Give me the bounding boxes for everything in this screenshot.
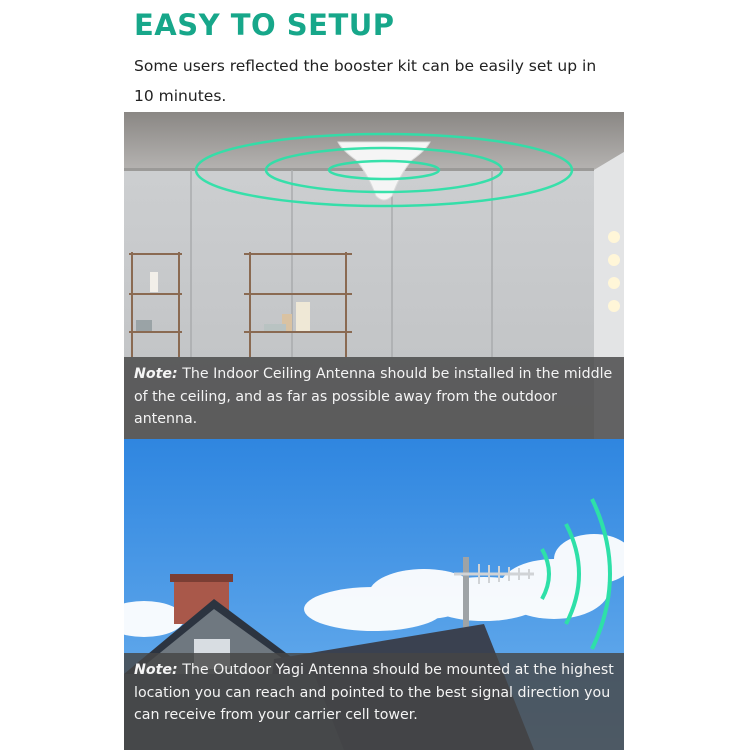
outdoor-note bbox=[124, 653, 624, 750]
note-label: Note: bbox=[134, 366, 178, 382]
note-text: The Outdoor Yagi Antenna should be mounted at the highest location you can reach and pointed to the best signal direction you can receive from your carrier cell tower. bbox=[134, 662, 614, 723]
outdoor-antenna-panel bbox=[124, 439, 624, 750]
page-title: EASY TO SETUP bbox=[134, 8, 395, 42]
note-text: The Indoor Ceiling Antenna should be installed in the middle of the ceiling, and as far as possible away from the outdoor antenna. bbox=[134, 366, 613, 427]
note-label: Note: bbox=[134, 662, 178, 678]
indoor-antenna-panel bbox=[124, 112, 624, 439]
subtitle: Some users reflected the booster kit can be easily set up in 10 minutes. bbox=[134, 57, 597, 105]
indoor-note bbox=[124, 357, 624, 439]
